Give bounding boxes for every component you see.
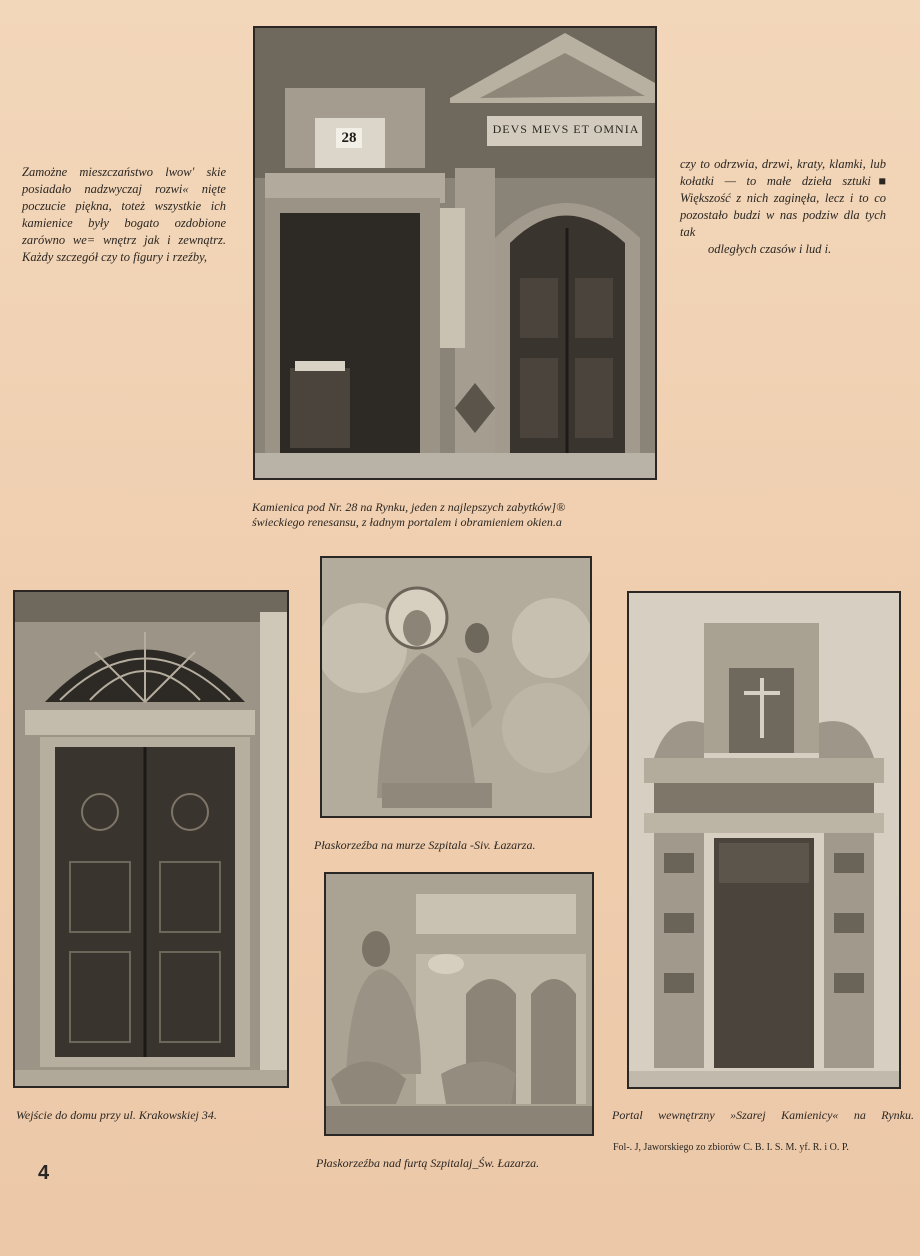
photo-grey-house-portal [627,591,901,1089]
page-number: 4 [38,1162,50,1184]
photo-krakowska-34-door [13,590,289,1088]
intro-text-right-last: odległych czasów i lud i. [708,242,832,256]
photo-relief-hospital-wall [320,556,592,818]
photo-house-28-portal [253,26,657,480]
intro-text-left: Zamożne mieszczaństwo lwow' skie posiadało nadzwyczaj rozwi« nięte poczucie piękna, toteż wszystkie ich kamienice były bogato ozdobione zarówno we= wnętrz jak i zewnątrz. Każdy szczegół czy to figury i rzeźby, [22,165,226,264]
photo-relief-hospital-gate [324,872,594,1136]
caption-house-28 [252,500,652,530]
intro-text-right-main: czy to odrzwia, drzwi, kraty, klamki, lub kołatki — to małe dzieła sztuki■ Większość z nich zaginęła, lecz i to co pozostało budzi w nas podziw dla tych tak [680,157,886,239]
caption-house-28-line2: świeckiego renesansu, z ładnym portalem i obramieniem okien.a [252,515,562,529]
caption-grey-house-portal: Portal wewnętrzny »Szarej Kamienicy« na Rynku. [612,1108,914,1122]
caption-relief-hospital-wall: Płaskorzeźba na murze Szpitala -Siv. Łazarza. [314,838,536,852]
intro-text-right [680,156,886,258]
caption-krakowska-34: Wejście do domu przy ul. Krakowskiej 34. [16,1108,217,1122]
photo-credit: Fol-. J, Jaworskiego zo zbiorów C. B. I. S. M. yf. R. i O. P. [613,1142,849,1153]
portal-inscription: DEVS MEVS ET OMNIA [492,122,640,136]
caption-relief-hospital-gate: Płaskorzeźba nad furtą Szpitalaj_Św. Łazarza. [316,1156,540,1170]
house-number-sign: 28 [336,128,362,148]
caption-house-28-line1: Kamienica pod Nr. 28 na Rynku, jeden z najlepszych zabytków]® [252,500,566,514]
